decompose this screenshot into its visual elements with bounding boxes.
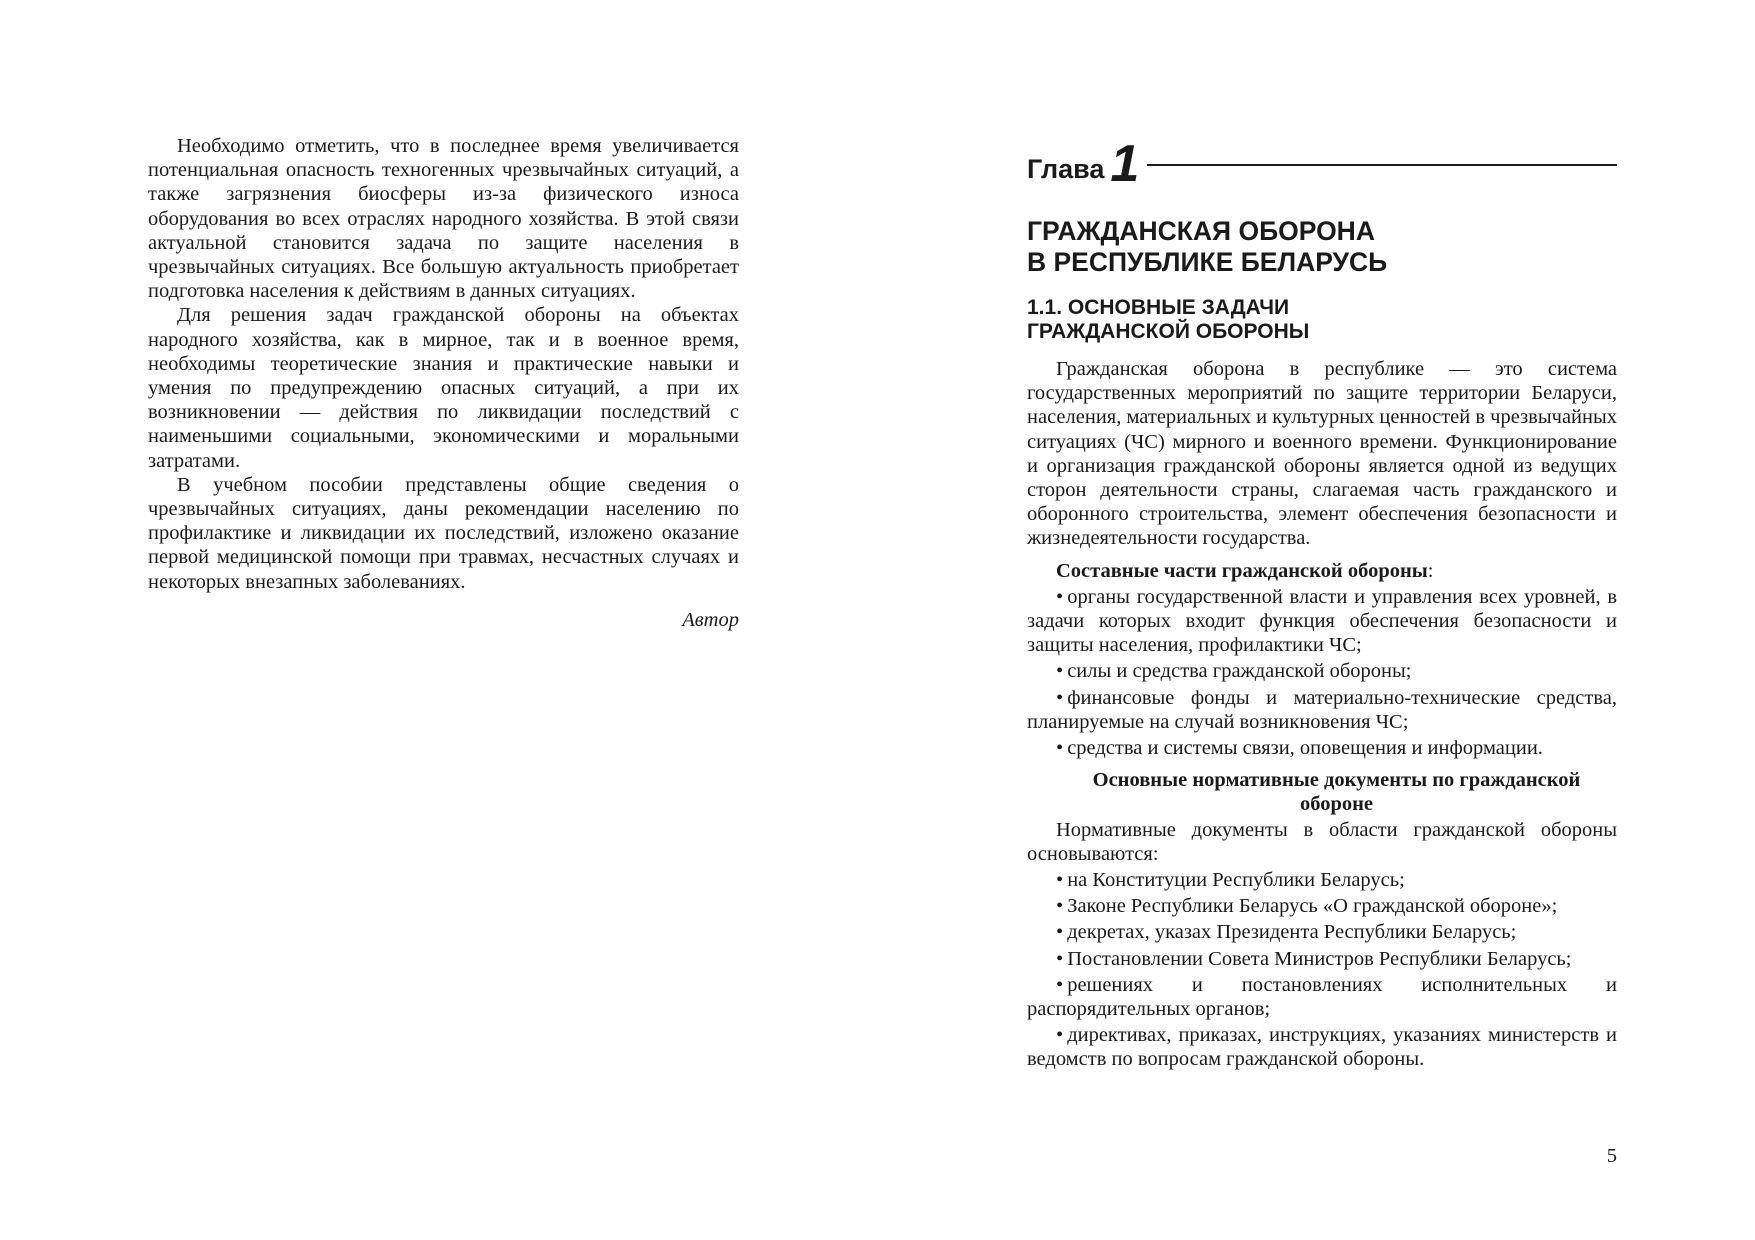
list-item [1027, 947, 1617, 971]
documents-intro: Нормативные документы в области гражданской обороны основываются: [1027, 818, 1617, 865]
list-item [1027, 894, 1617, 918]
list-item [1027, 920, 1617, 944]
chapter-rule [1147, 164, 1617, 166]
list-item-text: средства и системы связи, оповещения и информации. [1067, 737, 1543, 760]
list-item-text: силы и средства гражданской обороны; [1067, 660, 1412, 683]
documents-heading: Основные нормативные документы по гражданской обороне [1092, 769, 1581, 816]
list-item-text: органы государственной власти и управления всех уровней, в задачи которых входит функция обеспечения безопасности и защиты населения, профилактики ЧС; [1027, 585, 1617, 657]
page-number: 5 [1606, 1145, 1617, 1167]
intro-paragraph: Гражданская оборона в республике — это система государственных мероприятий по защите территории Беларуси, населения, материальных и культурных ценностей в чрезвычайных ситуациях (ЧС) мирного и военного времени. Функционирование и организация гражданской обороны является одной из ведущих сторон деятельности страны, слагаемая часть гражданского и оборонного строительства, элемент обеспечения безопасности и жизнедеятельности государства. [1027, 358, 1618, 550]
bullet-icon: • [1056, 660, 1064, 683]
chapter-number: 1 [1110, 135, 1140, 193]
list-item [1027, 585, 1617, 658]
left-paragraph-2: Для решения задач гражданской обороны на объектах народного хозяйства, как в мирное, так и в военное время, необходимы теоретические знания и практические навыки и умения по предупреждению опасных ситуаций, а при их возникновении — действия по ликвидации последствий с наименьшими социальными, экономическими и моральными затратами. [148, 304, 739, 472]
chapter-label: Глава [1027, 154, 1105, 184]
left-page [0, 0, 877, 1240]
chapter-title [1027, 216, 1617, 278]
chapter-header [1027, 134, 1617, 193]
bullet-icon: • [1056, 921, 1064, 944]
right-page-text [1027, 134, 1617, 1072]
bullet-icon: • [1056, 973, 1064, 996]
components-colon: : [1427, 559, 1434, 582]
bullet-icon: • [1056, 686, 1064, 709]
list-item [1027, 973, 1617, 1021]
documents-list [1027, 868, 1617, 1072]
components-list [1027, 585, 1617, 760]
left-paragraph-1: Необходимо отметить, что в последнее время увеличивается потенциальная опасность техногенных чрезвычайных ситуаций, а также загрязнения биосферы из-за физического износа оборудования во всех отраслях народного хозяйства. В этой связи актуальной становится задача по защите населения в чрезвычайных ситуациях. Все большую актуальность приобретает подготовка населения к действиям в данных ситуациях. [148, 135, 739, 303]
section-title-line: 1.1. ОСНОВНЫЕ ЗАДАЧИ [1027, 296, 1290, 319]
list-item-text: на Конституции Республики Беларусь; [1067, 869, 1405, 892]
list-item-text: решениях и постановлениях исполнительных и распорядительных органов; [1027, 973, 1617, 1021]
list-item-text: декретах, указах Президента Республики Беларусь; [1067, 921, 1517, 944]
section-title-line: ГРАЖДАНСКОЙ ОБОРОНЫ [1027, 320, 1310, 343]
left-paragraph-3: В учебном пособии представлены общие сведения о чрезвычайных ситуациях, даны рекомендации населению по профилактике и ликвидации их последствий, изложено оказание первой медицинской помощи при травмах, несчастных случаях и некоторых внезапных заболеваниях. [148, 473, 739, 593]
list-item [1027, 659, 1617, 683]
list-item [1027, 1023, 1617, 1071]
list-item-text: директивах, приказах, инструкциях, указаниях министерств и ведомств по вопросам гражданской обороны. [1027, 1024, 1617, 1071]
components-heading: Составные части гражданской обороны [1056, 559, 1428, 582]
left-page-text [148, 134, 739, 632]
list-item [1027, 686, 1617, 734]
list-item-text: Постановлении Совета Министров Республики Беларусь; [1067, 947, 1572, 970]
section-title [1027, 296, 1617, 344]
chapter-title-line: В РЕСПУБЛИКЕ БЕЛАРУСЬ [1027, 247, 1388, 277]
bullet-icon: • [1056, 737, 1064, 760]
list-item [1027, 736, 1617, 760]
bullet-icon: • [1056, 1024, 1064, 1047]
components-lead [1027, 559, 1617, 583]
bullet-icon: • [1056, 869, 1064, 892]
bullet-icon: • [1056, 585, 1064, 608]
list-item-text: Законе Республики Беларусь «О гражданской обороне»; [1067, 895, 1558, 918]
bullet-icon: • [1056, 895, 1064, 918]
list-item-text: финансовые фонды и материально-технические средства, планируемые на случай возникновения ЧС; [1027, 686, 1617, 733]
bullet-icon: • [1056, 947, 1064, 970]
chapter-title-line: ГРАЖДАНСКАЯ ОБОРОНА [1027, 216, 1375, 246]
list-item [1027, 868, 1617, 892]
author-signature: Автор [682, 608, 739, 631]
